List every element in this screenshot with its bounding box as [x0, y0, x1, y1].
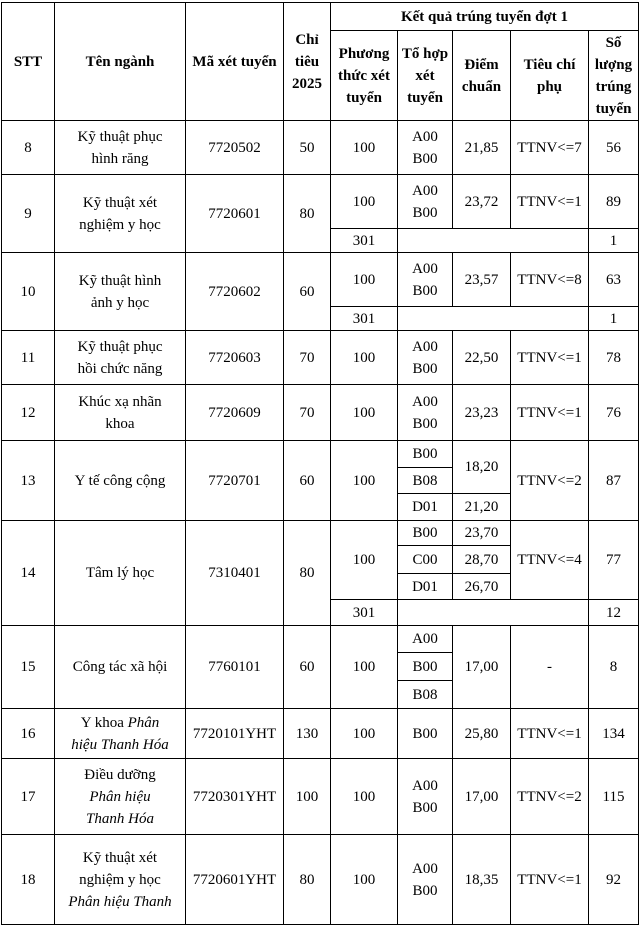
- row-quota: 70: [284, 385, 331, 441]
- row-method: 100: [331, 121, 398, 175]
- row-extra-method: 301: [331, 600, 398, 626]
- row-major-name: Kỹ thuật xét nghiệm y học Phân hiệu Thanh: [55, 835, 186, 925]
- header-cutoff-score: Điểm chuẩn: [453, 31, 511, 121]
- row-count: 77: [589, 521, 639, 600]
- row-criteria: TTNV<=1: [511, 175, 589, 229]
- row-count: 89: [589, 175, 639, 229]
- row-major-name: Kỹ thuật xét nghiệm y học: [55, 175, 186, 253]
- row-count: 134: [589, 709, 639, 759]
- row-method: 100: [331, 709, 398, 759]
- row-quota: 80: [284, 521, 331, 626]
- row-combo: A00: [398, 626, 453, 653]
- row-score: 23,70: [453, 521, 511, 546]
- row-criteria: -: [511, 626, 589, 709]
- row-criteria: TTNV<=2: [511, 759, 589, 835]
- row-extra-count: 12: [589, 600, 639, 626]
- row-criteria: TTNV<=1: [511, 385, 589, 441]
- row-major-name: Y khoa Phân hiệu Thanh Hóa: [55, 709, 186, 759]
- row-major-name: Khúc xạ nhãn khoa: [55, 385, 186, 441]
- row-stt: 14: [2, 521, 55, 626]
- row-code: 7760101: [186, 626, 284, 709]
- table-row: [2, 759, 639, 835]
- row-stt: 17: [2, 759, 55, 835]
- row-major-name: Kỹ thuật hình ảnh y học: [55, 253, 186, 331]
- header-stt: STT: [2, 3, 55, 121]
- row-extra-count: 1: [589, 229, 639, 253]
- row-stt: 12: [2, 385, 55, 441]
- row-method: 100: [331, 175, 398, 229]
- row-score: 22,50: [453, 331, 511, 385]
- row-quota: 130: [284, 709, 331, 759]
- row-major-name: Kỹ thuật phục hình răng: [55, 121, 186, 175]
- row-score: 18,20: [453, 441, 511, 494]
- table-row: [2, 835, 639, 925]
- row-code: 7720701: [186, 441, 284, 521]
- row-stt: 10: [2, 253, 55, 331]
- row-score: 23,72: [453, 175, 511, 229]
- row-combo: B08: [398, 681, 453, 709]
- row-criteria: TTNV<=1: [511, 835, 589, 925]
- row-combos: A00 B00: [398, 835, 453, 925]
- table-row: [2, 331, 639, 385]
- row-quota: 60: [284, 253, 331, 331]
- row-method: 100: [331, 521, 398, 600]
- header-admitted-count: Số lượng trúng tuyển: [589, 31, 639, 121]
- row-count: 8: [589, 626, 639, 709]
- header-method: Phương thức xét tuyển: [331, 31, 398, 121]
- row-stt: 18: [2, 835, 55, 925]
- table-row: [2, 441, 639, 468]
- row-code: 7720601: [186, 175, 284, 253]
- table-row: [2, 521, 639, 546]
- row-stt: 8: [2, 121, 55, 175]
- row-criteria: TTNV<=1: [511, 331, 589, 385]
- row-score: 25,80: [453, 709, 511, 759]
- row-quota: 80: [284, 175, 331, 253]
- row-score: 17,00: [453, 759, 511, 835]
- row-extra-count: 1: [589, 307, 639, 331]
- row-combos: A00 B00: [398, 759, 453, 835]
- row-method: 100: [331, 385, 398, 441]
- row-major-name: Tâm lý học: [55, 521, 186, 626]
- row-count: 92: [589, 835, 639, 925]
- row-combos: A00 B00: [398, 121, 453, 175]
- row-quota: 100: [284, 759, 331, 835]
- row-stt: 13: [2, 441, 55, 521]
- row-stt: 9: [2, 175, 55, 253]
- row-combos: A00 B00: [398, 331, 453, 385]
- row-combo: D01: [398, 494, 453, 521]
- row-code: 7720502: [186, 121, 284, 175]
- table-row: [2, 175, 639, 229]
- row-score: 26,70: [453, 574, 511, 600]
- row-quota: 80: [284, 835, 331, 925]
- row-code: 7720301YHT: [186, 759, 284, 835]
- row-criteria: TTNV<=4: [511, 521, 589, 600]
- row-method: 100: [331, 253, 398, 307]
- row-combo: B00: [398, 709, 453, 759]
- row-score: 23,23: [453, 385, 511, 441]
- row-extra-method: 301: [331, 307, 398, 331]
- row-method: 100: [331, 626, 398, 709]
- table-row: [2, 121, 639, 175]
- row-major-name: Công tác xã hội: [55, 626, 186, 709]
- row-method: 100: [331, 759, 398, 835]
- row-combo: D01: [398, 574, 453, 600]
- row-method: 100: [331, 835, 398, 925]
- row-count: 76: [589, 385, 639, 441]
- row-score: 17,00: [453, 626, 511, 709]
- row-major-name: Điều dưỡng Phân hiệu Thanh Hóa: [55, 759, 186, 835]
- table-row: [2, 709, 639, 759]
- row-count: 63: [589, 253, 639, 307]
- row-code: 7310401: [186, 521, 284, 626]
- header-subject-combo: Tổ hợp xét tuyển: [398, 31, 453, 121]
- row-stt: 16: [2, 709, 55, 759]
- row-stt: 15: [2, 626, 55, 709]
- row-quota: 60: [284, 441, 331, 521]
- row-criteria: TTNV<=8: [511, 253, 589, 307]
- row-score: 21,20: [453, 494, 511, 521]
- row-quota: 70: [284, 331, 331, 385]
- row-major-name: Y tế công cộng: [55, 441, 186, 521]
- row-combos: A00 B00: [398, 175, 453, 229]
- row-code: 7720101YHT: [186, 709, 284, 759]
- row-stt: 11: [2, 331, 55, 385]
- row-score: 28,70: [453, 546, 511, 574]
- header-sub-criteria: Tiêu chí phụ: [511, 31, 589, 121]
- header-admission-code: Mã xét tuyển: [186, 3, 284, 121]
- row-score: 23,57: [453, 253, 511, 307]
- row-code: 7720603: [186, 331, 284, 385]
- header-quota: Chỉ tiêu 2025: [284, 3, 331, 121]
- table-row: [2, 626, 639, 653]
- row-combos: A00 B00: [398, 385, 453, 441]
- row-code: 7720609: [186, 385, 284, 441]
- row-criteria: TTNV<=1: [511, 709, 589, 759]
- row-combos: A00 B00: [398, 253, 453, 307]
- row-quota: 60: [284, 626, 331, 709]
- table-row: [2, 253, 639, 307]
- row-method: 100: [331, 331, 398, 385]
- row-combo: B00: [398, 653, 453, 681]
- row-count: 78: [589, 331, 639, 385]
- row-method: 100: [331, 441, 398, 521]
- row-count: 115: [589, 759, 639, 835]
- row-code: 7720601YHT: [186, 835, 284, 925]
- row-count: 56: [589, 121, 639, 175]
- row-count: 87: [589, 441, 639, 521]
- row-major-name: Kỹ thuật phục hồi chức năng: [55, 331, 186, 385]
- header-round1-results: Kết quả trúng tuyển đợt 1: [331, 3, 639, 31]
- row-extra-method: 301: [331, 229, 398, 253]
- row-criteria: TTNV<=2: [511, 441, 589, 521]
- row-score: 18,35: [453, 835, 511, 925]
- row-combo: B00: [398, 521, 453, 546]
- row-code: 7720602: [186, 253, 284, 331]
- row-criteria: TTNV<=7: [511, 121, 589, 175]
- table-row: [2, 385, 639, 441]
- row-score: 21,85: [453, 121, 511, 175]
- row-combo: B00: [398, 441, 453, 468]
- admission-results-table: [1, 2, 639, 925]
- row-combo: C00: [398, 546, 453, 574]
- row-quota: 50: [284, 121, 331, 175]
- header-major-name: Tên ngành: [55, 3, 186, 121]
- row-combo: B08: [398, 468, 453, 494]
